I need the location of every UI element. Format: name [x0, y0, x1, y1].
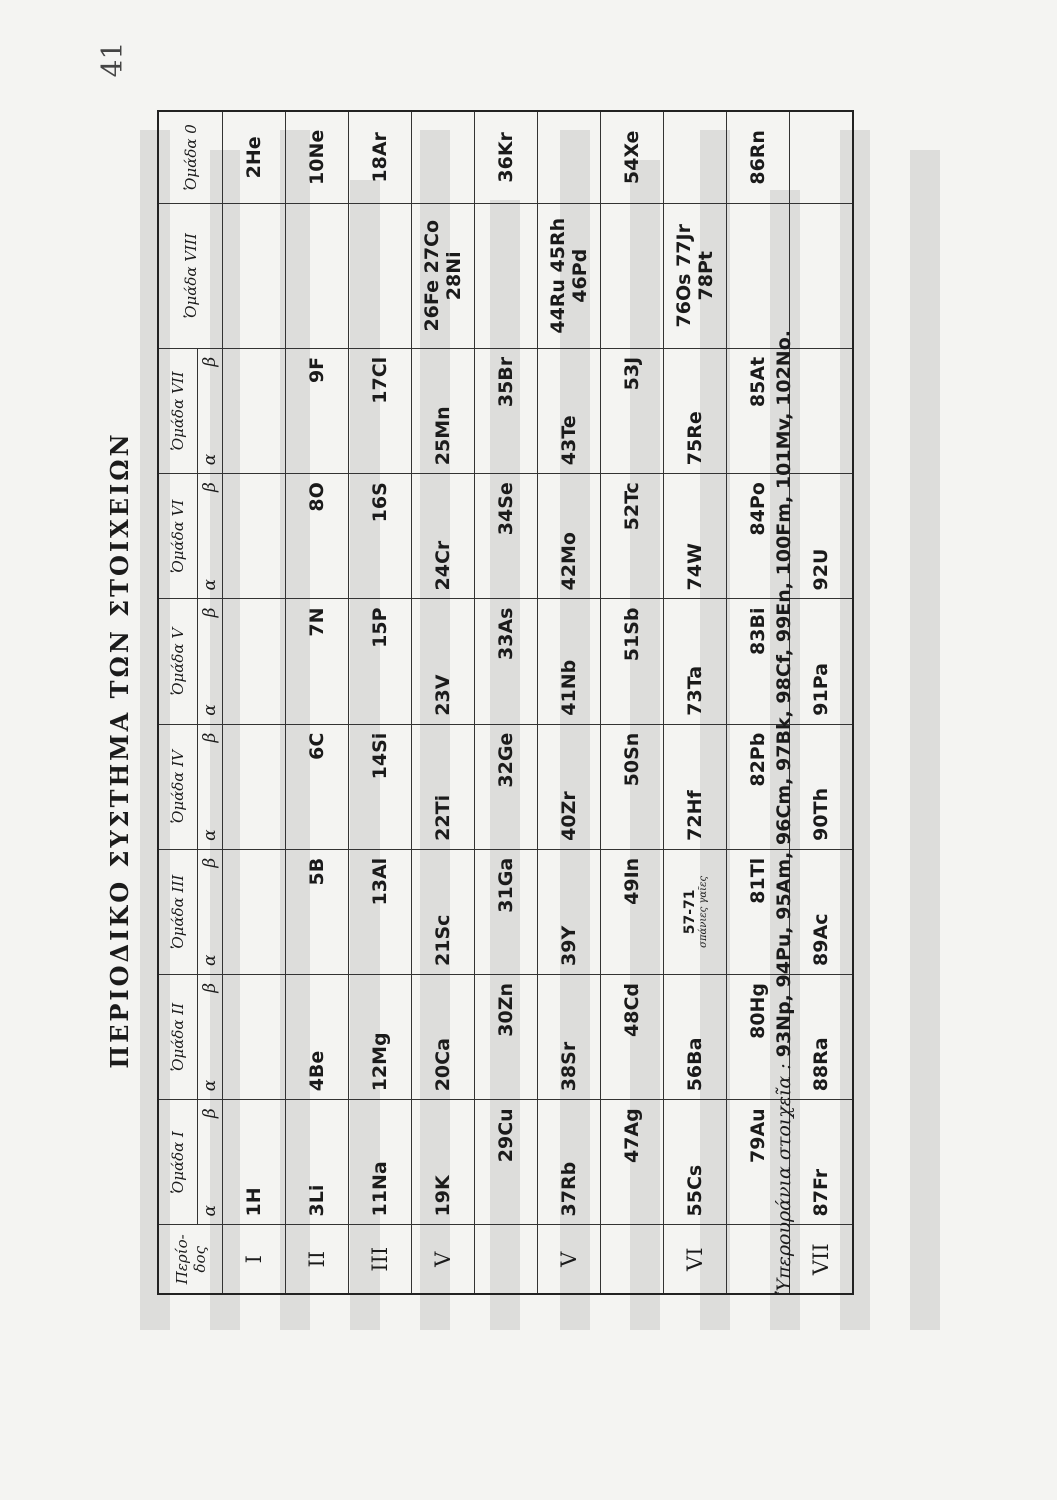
- element-symbol-a: 89Ac: [810, 913, 832, 966]
- footnote-label: Ὑπερουράνια στοιχεῖα :: [773, 1063, 795, 1295]
- subgroup-b-label: β: [200, 732, 220, 743]
- period-cell: I: [223, 1225, 286, 1294]
- element-symbol-a: 11Na: [369, 1161, 391, 1217]
- element-cell: [412, 1100, 475, 1225]
- element-symbol-a: 88Ra: [810, 1037, 832, 1092]
- element-cell: [538, 111, 601, 203]
- element-symbol-a: 73Ta: [684, 665, 706, 716]
- element-cell: [475, 348, 538, 473]
- element-cell: [790, 348, 854, 473]
- element-cell: [601, 474, 664, 599]
- element-cell: [538, 849, 601, 974]
- subgroup-a-label: α: [200, 704, 220, 716]
- period-cell: [475, 1225, 538, 1294]
- element-symbol-a: 56Ba: [684, 1037, 706, 1092]
- element-cell: [412, 348, 475, 473]
- element-symbol: 2He: [243, 136, 265, 179]
- element-symbol-b: 15P: [369, 607, 391, 648]
- element-cell: [475, 203, 538, 348]
- subgroup-a-label: α: [200, 453, 220, 466]
- element-cell: [601, 1100, 664, 1225]
- group-header: Ὁμάδα III: [158, 849, 198, 974]
- element-cell: [601, 348, 664, 473]
- element-cell: [538, 474, 601, 599]
- element-cell: [475, 111, 538, 203]
- element-cell: [349, 724, 412, 849]
- element-symbol-b: 48Cd: [621, 982, 643, 1037]
- element-symbol-b: 13Al: [369, 857, 391, 906]
- subgroup-b-label: β: [200, 482, 220, 493]
- group-header: Ὁμάδα VI: [158, 474, 198, 599]
- subgroup-header: [198, 474, 223, 599]
- group-header: Ὁμάδα VIII: [158, 203, 223, 348]
- period-cell: [601, 1225, 664, 1294]
- element-symbol-a: 72Hf: [684, 790, 706, 841]
- element-symbol-a: 43Te: [558, 415, 580, 466]
- element-symbol-b: 7N: [306, 607, 328, 637]
- element-cell: [538, 724, 601, 849]
- group-header: Ὁμάδα V: [158, 599, 198, 724]
- element-symbol-b: 29Cu: [495, 1108, 517, 1163]
- table-body: [223, 111, 854, 1294]
- element-cell: [223, 724, 286, 849]
- element-cell: [349, 348, 412, 473]
- element-cell: [286, 599, 349, 724]
- element-symbol-a: 90Th: [810, 787, 832, 841]
- lanthanide-range: [682, 850, 709, 974]
- element-symbol-b: 47Ag: [621, 1108, 643, 1164]
- element-symbol-b: 79Au: [747, 1108, 769, 1163]
- element-symbol-a: 19K: [432, 1175, 454, 1217]
- element-cell: [349, 111, 412, 203]
- table-row: [412, 111, 475, 1294]
- subgroup-header: [198, 348, 223, 473]
- element-cell: [790, 724, 854, 849]
- element-symbol-a: 22Ti: [432, 794, 454, 841]
- subgroup-a-label: α: [200, 954, 220, 966]
- subgroup-b-label: β: [200, 982, 220, 993]
- element-cell: [349, 974, 412, 1099]
- element-cell: [790, 111, 854, 203]
- element-cell: [664, 1100, 727, 1225]
- period-cell: VII: [790, 1225, 854, 1294]
- table-row: [790, 111, 854, 1294]
- element-symbol: 44Ru 45Rh 46Pd: [547, 217, 591, 334]
- element-symbol-a: 42Mo: [558, 532, 580, 591]
- element-cell: [412, 724, 475, 849]
- element-cell: [601, 203, 664, 348]
- element-symbol-b: 81Tl: [747, 857, 769, 904]
- element-cell: [223, 599, 286, 724]
- element-cell: [664, 203, 727, 348]
- element-cell: [412, 111, 475, 203]
- element-symbol-b: 85At: [747, 356, 769, 408]
- element-cell: [538, 974, 601, 1099]
- element-symbol: 54Xe: [621, 130, 643, 185]
- element-cell: [790, 203, 854, 348]
- period-cell: III: [349, 1225, 412, 1294]
- element-cell: [286, 974, 349, 1099]
- element-cell: [223, 348, 286, 473]
- element-cell: [412, 974, 475, 1099]
- element-cell: [601, 599, 664, 724]
- table-row: [286, 111, 349, 1294]
- element-symbol: 18Ar: [369, 132, 391, 183]
- element-symbol-b: 14Si: [369, 732, 391, 780]
- element-symbol-a: 21Sc: [432, 914, 454, 966]
- page-number: 41: [95, 41, 129, 78]
- subgroup-b-label: β: [200, 1108, 220, 1119]
- element-cell: [601, 849, 664, 974]
- element-symbol-b: 49In: [621, 857, 643, 905]
- element-symbol-a: 1H: [243, 1187, 265, 1217]
- element-symbol-a: 41Nb: [558, 659, 580, 716]
- subgroup-b-label: β: [200, 607, 220, 618]
- element-symbol-a: 12Mg: [369, 1032, 391, 1092]
- element-symbol-b: 8O: [306, 482, 328, 512]
- element-cell: [664, 724, 727, 849]
- element-symbol-b: 31Ga: [495, 857, 517, 913]
- subgroup-b-label: β: [200, 356, 220, 367]
- element-symbol-b: 17Cl: [369, 356, 391, 404]
- element-symbol-b: 84Po: [747, 482, 769, 536]
- element-cell: [601, 111, 664, 203]
- element-symbol-b: 9F: [306, 356, 328, 384]
- lanthanide-note: σπάνιες γαῖες: [697, 875, 709, 948]
- element-cell: [664, 348, 727, 473]
- table-row: [223, 111, 286, 1294]
- element-cell: [664, 849, 727, 974]
- subgroup-a-label: α: [200, 1079, 220, 1092]
- element-cell: [412, 474, 475, 599]
- element-cell: [286, 1100, 349, 1225]
- element-cell: [349, 599, 412, 724]
- element-cell: [286, 724, 349, 849]
- element-cell: [349, 203, 412, 348]
- page-title: ΠΕΡΙΟΔΙΚΟ ΣΥΣΤΗΜΑ ΤΩΝ ΣΤΟΙΧΕΙΩΝ: [105, 431, 134, 1069]
- element-cell: [664, 974, 727, 1099]
- element-cell: [664, 474, 727, 599]
- element-cell: [286, 849, 349, 974]
- element-symbol-a: 23V: [432, 674, 454, 716]
- element-cell: [538, 203, 601, 348]
- period-cell: V: [412, 1225, 475, 1294]
- group-header: Ὁμάδα II: [158, 974, 198, 1099]
- element-symbol-a: 75Re: [684, 411, 706, 466]
- element-symbol-b: 16S: [369, 482, 391, 523]
- table-row: [349, 111, 412, 1294]
- element-symbol-b: 83Bi: [747, 607, 769, 655]
- period-cell: V: [538, 1225, 601, 1294]
- subgroup-b-label: β: [200, 857, 220, 868]
- footnote-value: 93Np, 94Pu, 95Am, 96Cm, 97Bk, 98Cf, 99En, 100Fm, 101Mv, 102No.: [773, 330, 795, 1058]
- table-row: [601, 111, 664, 1294]
- element-cell: [475, 599, 538, 724]
- element-symbol-b: 35Br: [495, 356, 517, 408]
- element-cell: [286, 348, 349, 473]
- element-symbol-b: 53J: [621, 356, 643, 391]
- group-header: Ὁμάδα I: [158, 1100, 198, 1225]
- element-cell: [286, 474, 349, 599]
- element-symbol-a: 4Be: [306, 1050, 328, 1092]
- periodic-table: [157, 110, 854, 1295]
- element-cell: [223, 849, 286, 974]
- footnote: [773, 135, 795, 1295]
- element-cell: [790, 599, 854, 724]
- element-cell: [475, 1100, 538, 1225]
- element-symbol-b: 30Zn: [495, 982, 517, 1037]
- period-header: Περίο-δος: [158, 1225, 223, 1294]
- element-cell: [664, 111, 727, 203]
- group-header: Ὁμάδα VII: [158, 348, 198, 473]
- subgroup-a-label: α: [200, 579, 220, 591]
- subgroup-header: [198, 724, 223, 849]
- element-cell: [790, 849, 854, 974]
- element-symbol-a: 25Mn: [432, 406, 454, 466]
- element-symbol-a: 92U: [810, 548, 832, 591]
- element-symbol-a: 87Fr: [810, 1168, 832, 1217]
- group-header: Ὁμάδα IV: [158, 724, 198, 849]
- element-symbol-a: 24Cr: [432, 540, 454, 591]
- element-cell: [223, 474, 286, 599]
- element-symbol: 26Fe 27Co 28Ni: [421, 219, 465, 332]
- element-symbol-a: 38Sr: [558, 1041, 580, 1092]
- element-cell: [412, 849, 475, 974]
- table-row: [664, 111, 727, 1294]
- element-cell: [601, 974, 664, 1099]
- element-symbol-a: 20Ca: [432, 1038, 454, 1092]
- element-symbol-b: 80Hg: [747, 982, 769, 1039]
- element-cell: [475, 474, 538, 599]
- element-symbol-b: 33As: [495, 607, 517, 660]
- rotated-table-block: [105, 110, 955, 1390]
- element-cell: [286, 203, 349, 348]
- element-cell: [223, 974, 286, 1099]
- table-row: [475, 111, 538, 1294]
- subgroup-header: [198, 599, 223, 724]
- element-symbol-a: 39Y: [558, 925, 580, 966]
- element-cell: [475, 724, 538, 849]
- subgroup-header: [198, 974, 223, 1099]
- table-row: [538, 111, 601, 1294]
- element-cell: [790, 974, 854, 1099]
- element-cell: [349, 474, 412, 599]
- element-cell: [538, 348, 601, 473]
- element-cell: [538, 599, 601, 724]
- element-cell: [475, 849, 538, 974]
- element-cell: [223, 111, 286, 203]
- subgroup-a-label: α: [200, 1204, 220, 1217]
- element-symbol-b: 5B: [306, 857, 328, 886]
- element-symbol: 76Os 77Jr 78Pt: [673, 224, 717, 328]
- group-header: Ὁμάδα 0: [158, 111, 223, 203]
- element-symbol-a: 40Zr: [558, 791, 580, 841]
- element-cell: [223, 203, 286, 348]
- element-cell: [475, 974, 538, 1099]
- subgroup-a-label: α: [200, 829, 220, 841]
- element-symbol: 36Kr: [495, 132, 517, 183]
- period-cell: II: [286, 1225, 349, 1294]
- subgroup-header: [198, 849, 223, 974]
- element-symbol-b: 50Sn: [621, 732, 643, 787]
- element-symbol-b: 82Pb: [747, 732, 769, 787]
- element-cell: [412, 203, 475, 348]
- element-cell: [286, 111, 349, 203]
- element-cell: [790, 1100, 854, 1225]
- element-symbol-b: 34Se: [495, 482, 517, 536]
- element-symbol-a: 37Rb: [558, 1161, 580, 1217]
- element-cell: [664, 599, 727, 724]
- element-cell: [790, 474, 854, 599]
- lanthanide-number: 57-71: [681, 889, 698, 935]
- element-symbol-b: 52Tc: [621, 482, 643, 531]
- element-symbol-a: 3Li: [306, 1184, 328, 1217]
- element-symbol: 10Ne: [306, 129, 328, 185]
- period-cell: VI: [664, 1225, 727, 1294]
- element-symbol-a: 55Cs: [684, 1164, 706, 1217]
- element-symbol: 86Rn: [747, 130, 769, 185]
- element-cell: [349, 1100, 412, 1225]
- element-symbol-b: 6C: [306, 732, 328, 760]
- element-symbol-b: 32Ge: [495, 732, 517, 788]
- element-cell: [601, 724, 664, 849]
- element-symbol-a: 74W: [684, 543, 706, 591]
- element-cell: [412, 599, 475, 724]
- element-cell: [223, 1100, 286, 1225]
- element-cell: [538, 1100, 601, 1225]
- element-symbol-b: 51Sb: [621, 607, 643, 662]
- element-symbol-a: 91Pa: [810, 663, 832, 716]
- element-cell: [349, 849, 412, 974]
- subgroup-header: [198, 1100, 223, 1225]
